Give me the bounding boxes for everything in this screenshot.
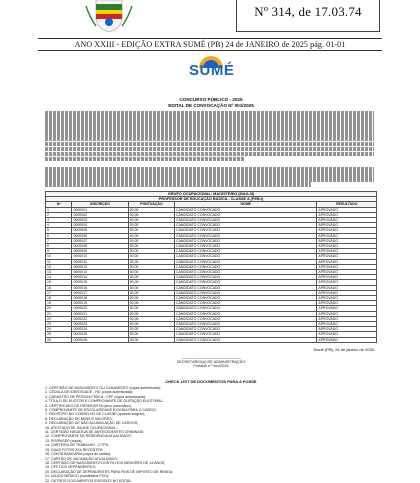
table-cell: CANDIDATO CONVOCADO bbox=[175, 301, 317, 306]
table-cell: 00,00 bbox=[128, 228, 174, 233]
table-cell: 26 bbox=[46, 337, 72, 342]
municipal-crest-icon bbox=[82, 0, 136, 32]
table-cell: 00,00 bbox=[128, 212, 174, 217]
table-cell: 9 bbox=[46, 249, 72, 254]
table-row bbox=[46, 337, 377, 342]
checklist-item: 19. CPF DOS DEPENDENTES; bbox=[45, 465, 96, 470]
table-cell: 00,00 bbox=[128, 306, 174, 311]
signature-block bbox=[41, 355, 381, 369]
table-cell: 0000015 bbox=[72, 280, 128, 285]
table-cell: 10 bbox=[46, 254, 72, 259]
table-cell: 00,00 bbox=[128, 296, 174, 301]
table-cell: 00,00 bbox=[128, 285, 174, 290]
table-cell: APROVADO bbox=[317, 311, 377, 316]
signature-date: Sumé (PB), 24 de janeiro de 2025. bbox=[313, 347, 375, 352]
table-cell: 00,00 bbox=[128, 254, 174, 259]
table-cell: 2 bbox=[46, 212, 72, 217]
table-cell: APROVADO bbox=[317, 275, 377, 280]
checklist-item: 11. CERTIDÃO NEGATIVA DE ANTECEDENTES CRIMINAIS; bbox=[45, 430, 145, 435]
table-cell: 24 bbox=[46, 327, 72, 332]
table-cell: 0000013 bbox=[72, 270, 128, 275]
table-cell: 0000012 bbox=[72, 264, 128, 269]
table-cell: CANDIDATO CONVOCADO bbox=[175, 280, 317, 285]
table-cell: 0000006 bbox=[72, 233, 128, 238]
checklist-item: 7. REGISTRO NO CONSELHO DE CLASSE (quando exigido); bbox=[45, 412, 146, 417]
column-header: NOME bbox=[175, 202, 317, 207]
convocation-text-block bbox=[45, 167, 377, 187]
table-cell: 00,00 bbox=[128, 337, 174, 342]
table-cell: 0000023 bbox=[72, 322, 128, 327]
table-cell: CANDIDATO CONVOCADO bbox=[175, 290, 317, 295]
table-cell: 14 bbox=[46, 275, 72, 280]
table-cell: 25 bbox=[46, 332, 72, 337]
table-cell: 0000014 bbox=[72, 275, 128, 280]
table-cell: 15 bbox=[46, 280, 72, 285]
table-cell: 8 bbox=[46, 244, 72, 249]
table-cell: 0000025 bbox=[72, 332, 128, 337]
table-cell: 3 bbox=[46, 218, 72, 223]
table-cell: APROVADO bbox=[317, 280, 377, 285]
table-cell: CANDIDATO CONVOCADO bbox=[175, 212, 317, 217]
table-cell: APROVADO bbox=[317, 316, 377, 321]
table-cell: APROVADO bbox=[317, 223, 377, 228]
table-cell: CANDIDATO CONVOCADO bbox=[175, 218, 317, 223]
table-cell: 13 bbox=[46, 270, 72, 275]
column-header: PONTUAÇÃO bbox=[128, 202, 174, 207]
results-table bbox=[45, 191, 377, 343]
table-cell: CANDIDATO CONVOCADO bbox=[175, 233, 317, 238]
table-cell: APROVADO bbox=[317, 322, 377, 327]
checklist-item: 4. TÍTULO DE ELEITOR E COMPROVANTE DE QUITAÇÃO ELEITORAL; bbox=[45, 399, 164, 404]
checklist-item: 21. LAUDO MÉDICO (candidatos PCD); bbox=[45, 474, 110, 479]
table-cell: CANDIDATO CONVOCADO bbox=[175, 264, 317, 269]
table-cell: 0000004 bbox=[72, 223, 128, 228]
checklist-item: 10. ATESTADO DE SAÚDE OCUPACIONAL; bbox=[45, 425, 117, 430]
table-cell: APROVADO bbox=[317, 228, 377, 233]
table-cell: 0000002 bbox=[72, 212, 128, 217]
table-cell: APROVADO bbox=[317, 296, 377, 301]
checklist-item: 6. COMPROVANTE DE ESCOLARIDADE EXIGIDA PARA O CARGO; bbox=[45, 408, 157, 413]
table-cell: 16 bbox=[46, 285, 72, 290]
table-cell: CANDIDATO CONVOCADO bbox=[175, 332, 317, 337]
signature-ordinance: Portaria n.º xxx/2025 bbox=[193, 364, 229, 369]
document-subtitle: EDITAL DE CONVOCAÇÃO Nº 001/2025 bbox=[168, 103, 254, 108]
table-cell: APROVADO bbox=[317, 301, 377, 306]
table-cell: 00,00 bbox=[128, 322, 174, 327]
table-cell: 0000005 bbox=[72, 228, 128, 233]
checklist-item: 13. PIS/PASEP (cópia); bbox=[45, 438, 83, 443]
checklist-item: 2. CÉDULA DE IDENTIDADE - RG (cópia autenticada); bbox=[45, 390, 134, 395]
table-cell: 22 bbox=[46, 316, 72, 321]
table-cell: CANDIDATO CONVOCADO bbox=[175, 238, 317, 243]
table-cell: 0000009 bbox=[72, 249, 128, 254]
checklist-item: 1. CERTIDÃO DE NASCIMENTO OU CASAMENTO (cópia autenticada); bbox=[45, 386, 162, 390]
column-header: Nº bbox=[46, 202, 72, 207]
table-cell: APROVADO bbox=[317, 270, 377, 275]
table-cell: 00,00 bbox=[128, 327, 174, 332]
table-cell: 0000026 bbox=[72, 337, 128, 342]
table-cell: 00,00 bbox=[128, 244, 174, 249]
table-cell: APROVADO bbox=[317, 212, 377, 217]
table-cell: CANDIDATO CONVOCADO bbox=[175, 259, 317, 264]
table-cell: 0000017 bbox=[72, 290, 128, 295]
table-cell: 12 bbox=[46, 264, 72, 269]
table-cell: 00,00 bbox=[128, 275, 174, 280]
table-cell: 0000020 bbox=[72, 306, 128, 311]
table-cell: CANDIDATO CONVOCADO bbox=[175, 311, 317, 316]
table-cell: APROVADO bbox=[317, 290, 377, 295]
table-cell: 0000007 bbox=[72, 238, 128, 243]
table-cell: 20 bbox=[46, 306, 72, 311]
document-title: CONCURSO PÚBLICO - 2025 bbox=[179, 97, 243, 102]
table-cell: APROVADO bbox=[317, 233, 377, 238]
table-cell: APROVADO bbox=[317, 327, 377, 332]
table-cell: 00,00 bbox=[128, 301, 174, 306]
table-cell: CANDIDATO CONVOCADO bbox=[175, 207, 317, 212]
table-cell: APROVADO bbox=[317, 332, 377, 337]
table-cell: CANDIDATO CONVOCADO bbox=[175, 327, 317, 332]
table-cell: 00,00 bbox=[128, 238, 174, 243]
checklist-item: 3. CADASTRO DE PESSOA FÍSICA - CPF (cópia autenticada); bbox=[45, 394, 146, 399]
table-cell: 0000001 bbox=[72, 207, 128, 212]
table-cell: 00,00 bbox=[128, 207, 174, 212]
table-cell: 00,00 bbox=[128, 290, 174, 295]
table-cell: 0000016 bbox=[72, 285, 128, 290]
table-cell: 0000022 bbox=[72, 316, 128, 321]
checklist-item: 5. CERTIFICADO DE RESERVISTA (sexo masculino); bbox=[45, 403, 132, 408]
table-cell: 5 bbox=[46, 228, 72, 233]
signature-line: ____________________________ bbox=[181, 355, 241, 359]
table-cell: CANDIDATO CONVOCADO bbox=[175, 337, 317, 342]
table-cell: APROVADO bbox=[317, 259, 377, 264]
checklist-item: 8. DECLARAÇÃO DE BENS E VALORES; bbox=[45, 416, 113, 421]
table-cell: CANDIDATO CONVOCADO bbox=[175, 223, 317, 228]
table-cell: 1 bbox=[46, 207, 72, 212]
table-cell: CANDIDATO CONVOCADO bbox=[175, 270, 317, 275]
table-cell: 0000018 bbox=[72, 296, 128, 301]
table-cell: 00,00 bbox=[128, 316, 174, 321]
document-checklist bbox=[45, 386, 377, 483]
table-cell: CANDIDATO CONVOCADO bbox=[175, 275, 317, 280]
signature-role: SECRETÁRIO(A) DE ADMINISTRAÇÃO bbox=[176, 359, 246, 364]
checklist-item: 16. CONTA BANCÁRIA (cópia do cartão); bbox=[45, 452, 112, 457]
table-cell: 00,00 bbox=[128, 264, 174, 269]
gazette-number-box bbox=[236, 0, 380, 32]
table-cell: APROVADO bbox=[317, 306, 377, 311]
table-cell: 17 bbox=[46, 290, 72, 295]
table-cell: APROVADO bbox=[317, 249, 377, 254]
table-cell: CANDIDATO CONVOCADO bbox=[175, 322, 317, 327]
table-cell: 00,00 bbox=[128, 270, 174, 275]
table-cell: CANDIDATO CONVOCADO bbox=[175, 306, 317, 311]
checklist-item: 17. CARTÃO DE VACINAÇÃO ATUALIZADO; bbox=[45, 456, 118, 461]
checklist-item: 15. DUAS FOTOS 3X4 RECENTES; bbox=[45, 447, 104, 452]
table-cell: APROVADO bbox=[317, 207, 377, 212]
table-cell: APROVADO bbox=[317, 264, 377, 269]
table-cell: 00,00 bbox=[128, 280, 174, 285]
table-cell: 6 bbox=[46, 233, 72, 238]
column-header: INSCRIÇÃO bbox=[72, 202, 128, 207]
table-cell: 00,00 bbox=[128, 223, 174, 228]
table-cell: 0000010 bbox=[72, 254, 128, 259]
table-cell: CANDIDATO CONVOCADO bbox=[175, 244, 317, 249]
checklist-item: 14. CARTEIRA DE TRABALHO - CTPS; bbox=[45, 443, 109, 448]
table-cell: CANDIDATO CONVOCADO bbox=[175, 249, 317, 254]
table-cell: 4 bbox=[46, 223, 72, 228]
table-cell: 23 bbox=[46, 322, 72, 327]
table-cell: APROVADO bbox=[317, 238, 377, 243]
table-cell: CANDIDATO CONVOCADO bbox=[175, 228, 317, 233]
table-cell: APROVADO bbox=[317, 254, 377, 259]
table-cell: 00,00 bbox=[128, 332, 174, 337]
table-body bbox=[46, 207, 377, 342]
table-cell: 0000021 bbox=[72, 311, 128, 316]
table-cell: 7 bbox=[46, 238, 72, 243]
table-cell: 0000008 bbox=[72, 244, 128, 249]
sume-logo bbox=[189, 55, 233, 93]
table-subtitle: PROFESSOR DE EDUCAÇÃO BÁSICA - CLASSE A (PEB-I) bbox=[46, 197, 377, 202]
gazette-number: Nº 314, de 17.03.74 bbox=[254, 4, 362, 19]
table-cell: CANDIDATO CONVOCADO bbox=[175, 316, 317, 321]
scanned-document bbox=[41, 55, 381, 483]
table-cell: 19 bbox=[46, 301, 72, 306]
table-cell: 21 bbox=[46, 311, 72, 316]
checklist-item: 9. DECLARAÇÃO DE NÃO ACUMULAÇÃO DE CARGOS; bbox=[45, 421, 139, 426]
table-cell: 00,00 bbox=[128, 233, 174, 238]
table-cell: 00,00 bbox=[128, 311, 174, 316]
column-header: RESULTADO bbox=[317, 202, 377, 207]
table-cell: APROVADO bbox=[317, 218, 377, 223]
table-cell: CANDIDATO CONVOCADO bbox=[175, 285, 317, 290]
table-cell: 18 bbox=[46, 296, 72, 301]
edition-line: ANO XXIII - EDIÇÃO EXTRA SUMÉ (PB) 24 de JANEIRO de 2025 pág. 01-01 bbox=[38, 38, 382, 51]
table-cell: 0000019 bbox=[72, 301, 128, 306]
checklist-item: 12. COMPROVANTE DE RESIDÊNCIA ATUALIZADO; bbox=[45, 434, 132, 439]
table-cell: APROVADO bbox=[317, 337, 377, 342]
checklist-item: 22. OUTROS DOCUMENTOS EXIGIDOS NO EDITAL. bbox=[45, 478, 133, 483]
checklist-title: CHECK LIST DE DOCUMENTOS PARA A POSSE bbox=[165, 379, 257, 384]
table-cell: 00,00 bbox=[128, 259, 174, 264]
table-cell: CANDIDATO CONVOCADO bbox=[175, 254, 317, 259]
logo-text: SUMÉ bbox=[189, 62, 235, 79]
checklist-item: 18. CERTIDÃO DE NASCIMENTO DOS FILHOS MENORES DE 14 ANOS; bbox=[45, 460, 166, 465]
checklist-item: 20. DECLARAÇÃO DE DEPENDENTES PARA FINS DE IMPOSTO DE RENDA; bbox=[45, 469, 174, 474]
table-cell: 00,00 bbox=[128, 218, 174, 223]
preamble-text-block bbox=[45, 111, 377, 162]
table-cell: CANDIDATO CONVOCADO bbox=[175, 296, 317, 301]
table-cell: APROVADO bbox=[317, 285, 377, 290]
table-cell: 0000011 bbox=[72, 259, 128, 264]
table-cell: APROVADO bbox=[317, 244, 377, 249]
table-cell: 00,00 bbox=[128, 249, 174, 254]
table-cell: 11 bbox=[46, 259, 72, 264]
table-cell: 0000003 bbox=[72, 218, 128, 223]
table-title: GRUPO OCUPACIONAL: MAGISTÉRIO (MAG-III) bbox=[46, 192, 377, 197]
table-cell: 0000024 bbox=[72, 327, 128, 332]
